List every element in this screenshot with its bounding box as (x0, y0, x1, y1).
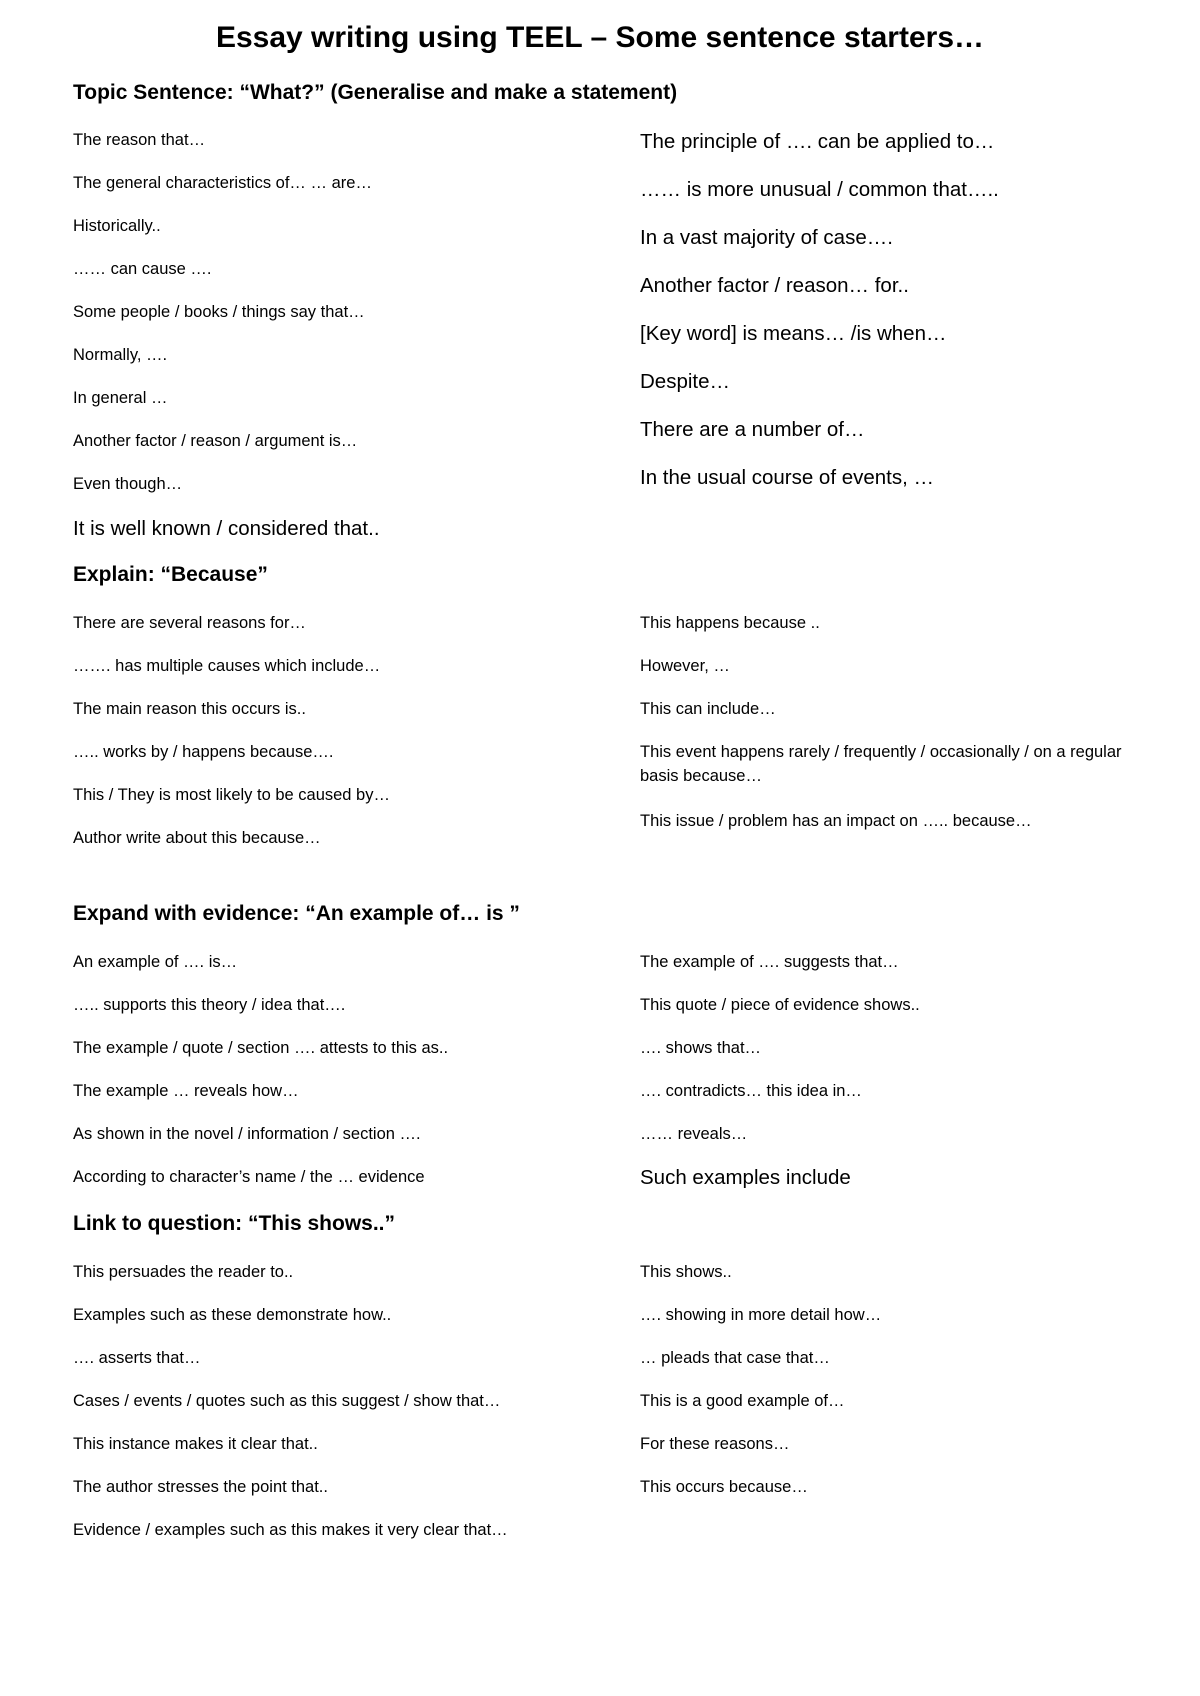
list-item: The reason that… (73, 131, 206, 149)
list-item: In a vast majority of case…. (640, 226, 893, 249)
list-item: Some people / books / things say that… (73, 303, 365, 321)
list-item: Evidence / examples such as this makes it very clear that… (73, 1521, 508, 1539)
list-item: The example … reveals how… (73, 1082, 299, 1100)
list-item: ….. works by / happens because…. (73, 743, 334, 761)
list-item: An example of …. is… (73, 953, 238, 971)
list-item: Author write about this because… (73, 829, 321, 847)
list-item: Historically.. (73, 217, 161, 235)
list-item: The general characteristics of… … are… (73, 174, 372, 192)
section-heading-explain: Explain: “Because” (73, 563, 268, 586)
list-item: This event happens rarely / frequently / occasionally / on a regular basis because… (640, 743, 1122, 785)
section-heading-topic: Topic Sentence: “What?” (Generalise and make a statement) (73, 81, 678, 104)
list-item: The main reason this occurs is.. (73, 700, 306, 718)
list-item: Despite… (640, 370, 731, 393)
list-item: Another factor / reason… for.. (640, 274, 909, 297)
list-item: Such examples include (640, 1166, 851, 1189)
list-item: This shows.. (640, 1263, 732, 1281)
list-item: In the usual course of events, … (640, 466, 934, 489)
document-title: Essay writing using TEEL – Some sentence starters… (215, 21, 985, 54)
list-item: Examples such as these demonstrate how.. (73, 1306, 392, 1324)
section-heading-evidence: Expand with evidence: “An example of… is ” (73, 902, 520, 925)
list-item: This issue / problem has an impact on ….. because… (640, 812, 1032, 830)
list-item: Even though… (73, 475, 183, 493)
list-item: It is well known / considered that.. (73, 517, 380, 540)
list-item: This can include… (640, 700, 776, 718)
list-item: …… is more unusual / common that….. (640, 178, 999, 201)
list-item: This instance makes it clear that.. (73, 1435, 318, 1453)
list-item: The example of …. suggests that… (640, 953, 899, 971)
list-item: The author stresses the point that.. (73, 1478, 328, 1496)
list-item: This occurs because… (640, 1478, 808, 1496)
list-item: In general … (73, 389, 168, 407)
list-item: …… can cause …. (73, 260, 212, 278)
list-item: …… reveals… (640, 1125, 748, 1143)
list-item: The example / quote / section …. attests to this as.. (73, 1039, 449, 1057)
list-item: For these reasons… (640, 1435, 790, 1453)
list-item: Normally, …. (73, 346, 168, 364)
list-item: This / They is most likely to be caused by… (73, 786, 390, 804)
list-item: …. asserts that… (73, 1349, 201, 1367)
list-item: This happens because .. (640, 614, 820, 632)
list-item: …. contradicts… this idea in… (640, 1082, 862, 1100)
list-item: …. shows that… (640, 1039, 762, 1057)
list-item: Another factor / reason / argument is… (73, 432, 358, 450)
list-item: Cases / events / quotes such as this suggest / show that… (73, 1392, 501, 1410)
list-item: As shown in the novel / information / section …. (73, 1125, 421, 1143)
list-item: This persuades the reader to.. (73, 1263, 294, 1281)
list-item: … pleads that case that… (640, 1349, 830, 1367)
list-item: This quote / piece of evidence shows.. (640, 996, 920, 1014)
list-item: This is a good example of… (640, 1392, 845, 1410)
list-item: There are a number of… (640, 418, 865, 441)
list-item: However, … (640, 657, 730, 675)
list-item: ….. supports this theory / idea that…. (73, 996, 346, 1014)
list-item: The principle of …. can be applied to… (640, 130, 995, 153)
list-item: There are several reasons for… (73, 614, 306, 632)
section-heading-link: Link to question: “This shows..” (73, 1212, 396, 1235)
list-item: …. showing in more detail how… (640, 1306, 882, 1324)
list-item: According to character’s name / the … evidence (73, 1168, 425, 1186)
list-item: ……. has multiple causes which include… (73, 657, 381, 675)
list-item: [Key word] is means… /is when… (640, 322, 947, 345)
